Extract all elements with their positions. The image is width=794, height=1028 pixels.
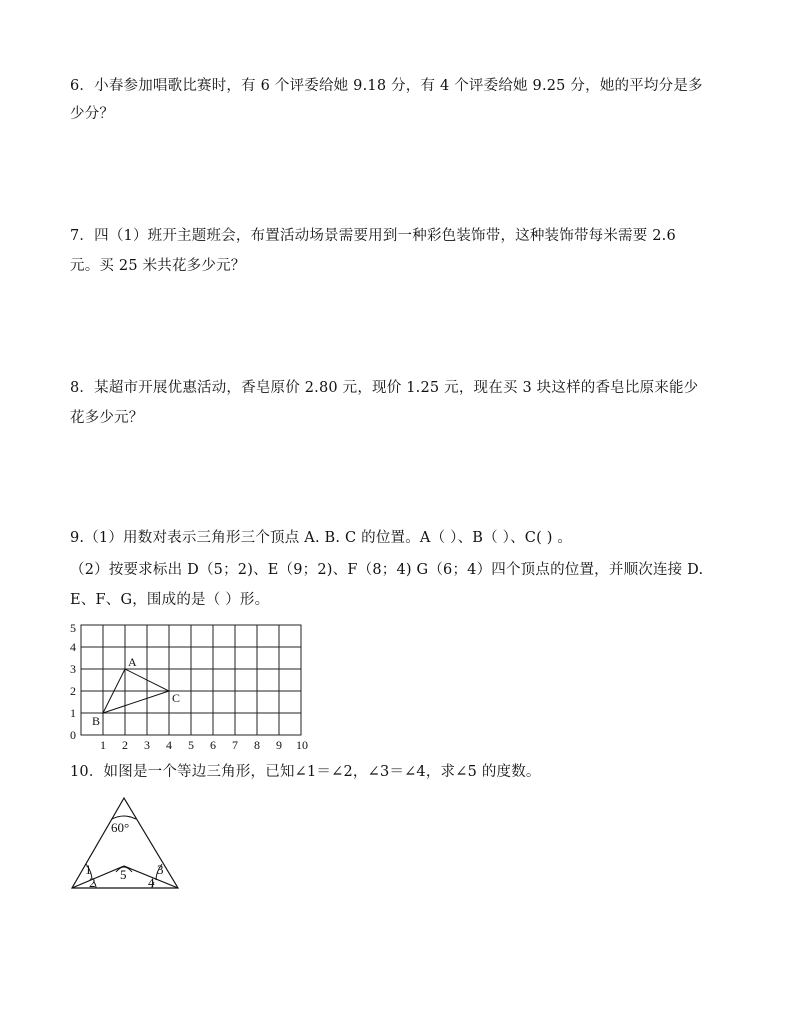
point-label-b: B xyxy=(92,714,101,728)
q7-text-line1: 7．四（1）班开主题班会，布置活动场景需要用到一种彩色装饰带，这种装饰带每米需要 2.6 xyxy=(70,228,676,244)
x-tick-9: 9 xyxy=(276,738,282,752)
x-tick-5: 5 xyxy=(188,738,194,752)
q8-text-line2: 花多少元？ xyxy=(70,410,144,426)
point-label-a: A xyxy=(128,655,137,669)
grid-lines xyxy=(81,625,301,735)
x-tick-7: 7 xyxy=(232,738,238,752)
x-tick-2: 2 xyxy=(122,738,128,752)
q10-text-line1: 10．如图是一个等边三角形，已知∠1＝∠2，∠3＝∠4，求∠5 的度数。 xyxy=(70,764,541,780)
x-tick-4: 4 xyxy=(166,738,172,752)
y-tick-5: 5 xyxy=(70,621,76,635)
x-tick-10: 10 xyxy=(296,738,308,752)
equilateral-triangle-figure xyxy=(68,794,184,894)
q9-text-line1: 9.（1）用数对表示三角形三个顶点 A. B. C 的位置。A（ ）、B（ ）、C( ) 。 xyxy=(70,530,573,546)
coordinate-grid-figure xyxy=(66,620,316,754)
y-tick-3: 3 xyxy=(70,662,76,676)
angle-label-3: 3 xyxy=(157,862,164,877)
x-tick-8: 8 xyxy=(254,738,260,752)
y-tick-2: 2 xyxy=(70,684,76,698)
y-tick-0: 0 xyxy=(70,728,76,742)
x-tick-1: 1 xyxy=(100,738,106,752)
q9-text-line2: （2）按要求标出 D（5；2)、E（9；2)、F（8；4) G（6；4）四个顶点的位置，并顺次连接 D. xyxy=(70,562,704,578)
x-tick-labels xyxy=(100,738,308,752)
x-tick-6: 6 xyxy=(210,738,216,752)
point-label-c: C xyxy=(172,691,181,705)
angle-label-1: 1 xyxy=(85,862,92,877)
q7-text-line2: 元。买 25 米共花多少元？ xyxy=(70,258,246,274)
y-tick-4: 4 xyxy=(70,640,76,654)
angle-label-5: 5 xyxy=(120,867,127,882)
x-tick-3: 3 xyxy=(144,738,150,752)
y-tick-labels xyxy=(70,621,76,742)
q6-text-line2: 少分？ xyxy=(70,106,115,122)
q9-text-line3: E、F、G，围成的是（ ）形。 xyxy=(70,592,270,608)
angle-label-2: 2 xyxy=(89,875,96,890)
angle-label-4: 4 xyxy=(148,875,155,890)
q6-text-line1: 6．小春参加唱歌比赛时，有 6 个评委给她 9.18 分，有 4 个评委给她 9.25 分，她的平均分是多 xyxy=(70,78,703,94)
top-angle-label: 60° xyxy=(111,820,130,835)
q8-text-line1: 8．某超市开展优惠活动，香皂原价 2.80 元，现价 1.25 元，现在买 3 块这样的香皂比原来能少 xyxy=(70,380,699,396)
y-tick-1: 1 xyxy=(70,706,76,720)
